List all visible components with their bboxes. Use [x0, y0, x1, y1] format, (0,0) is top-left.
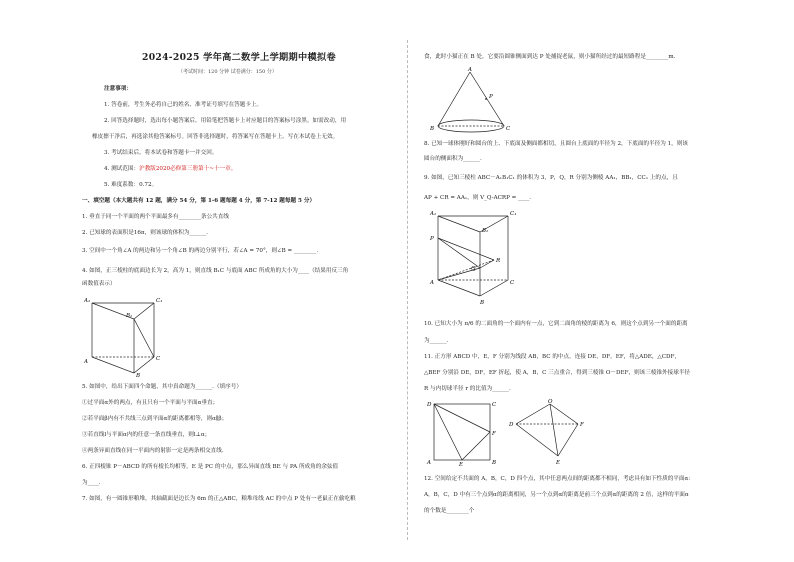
cone-label-A: A [468, 67, 472, 73]
sq-label-F: F [492, 431, 496, 437]
sq-label-C: C [492, 402, 497, 408]
tt-label-D: D [509, 422, 514, 428]
left-column [82, 0, 388, 562]
cone-figure [426, 66, 516, 138]
question-5-opt3: ③若直线l与平面α内的任意一条直线垂直，则l⊥α； [82, 432, 211, 438]
question-4: 4. 如图，正三棱柱的底面边长为 2，高为 1，则直线 B₁C 与底面 ABC 所成角的大小为____（结果用反三角 [82, 268, 349, 274]
label-B: B [136, 373, 141, 377]
sq-label-E: E [459, 462, 464, 466]
p9-label-P: P [430, 236, 434, 242]
prism-figure [84, 295, 164, 377]
sq-label-B: B [492, 460, 497, 466]
cone-label-C: C [506, 126, 511, 132]
question-9: 9. 如图，已知三棱柱 ABC－A₁B₁C₁ 的体积为 3，P，Q，R 分别为侧棱 AA₁，BB₁，CC₁ 上的点，且 [424, 175, 678, 181]
question-6: 6. 正四棱锥 P－ABCD 的所有棱长均相等，E 是 PC 的中点，那么异面直线 BE 与 PA 所成角的余弦值 [82, 464, 339, 470]
cone-label-B: B [430, 126, 435, 132]
square-figure [426, 398, 498, 466]
question-7-cont: 食，此时小猫正在 B 处，它要沿圆锥侧面到达 P 处捕捉老鼠，则小猫所经过的最短路程是________m. [424, 54, 676, 60]
note-4-label: 4. 测试范围： [104, 166, 140, 172]
question-6b: 为____. [82, 480, 101, 486]
question-11: 11. 正方形 ABCD 中，E，F 分别为线段 AB，BC 的中点，连接 DE，DF，EF，将△ADE，△CDF， [424, 354, 680, 360]
p9-label-C1: C₁ [510, 211, 517, 217]
note-2: 2. 回答选择题时，选出每小题答案后，用铅笔把答题卡上对应题目的答案标号涂黑。如需改动，用 [104, 118, 347, 124]
sq-label-A: A [427, 460, 431, 466]
column-divider [407, 40, 408, 540]
prism9-figure [428, 208, 518, 308]
question-7: 7. 如图，有一圆锥形粮堆，其轴截面是边长为 6m 的正△ABC，粮堆母线 AC 的中点 P 处有一老鼠正在偷吃粮 [82, 496, 356, 502]
question-5-opt2: ②若平面β内有不共线三点到平面α的距离都相等，则α∥β； [82, 416, 228, 422]
point-P [485, 98, 487, 100]
question-12c: 的个数是________个 [424, 508, 475, 514]
p9-label-R: R [496, 258, 501, 264]
question-12b: A，B，C，D 中有三个点到α的距离相同，另一个点到α的距离是前三个点到α的距离的 2 倍，这样的平面α [424, 492, 689, 498]
p9-label-A: A [430, 280, 434, 286]
question-11b: △BEF 分别沿 DE，DF，EF 折起，使 A，B，C 三点重合，得到三棱锥 O－DEF，则该三棱锥外接球半径 [424, 370, 691, 376]
question-5-opt1: ①过平面α外的两点，有且只有一个平面与平面α垂直； [82, 400, 219, 406]
p9-label-B1: B₁ [482, 228, 489, 234]
notes-heading: 注意事项： [104, 86, 132, 92]
question-1: 1. 垂直于同一个平面的两个平面最多有________条公共直线 [82, 214, 229, 220]
exam-title: 2024-2025 学年高二数学上学期期中模拟卷 [142, 52, 336, 63]
question-5: 5. 如图中，给出下面四个命题，其中真命题为______.（填序号） [82, 384, 242, 390]
tt-label-O: O [548, 399, 553, 405]
question-10: 10. 已知大小为 π/6 的二面角的一个面内有一点，它到二面角的棱的距离为 6，则这个点到另一个面的距离 [424, 321, 688, 327]
label-C: C [156, 356, 161, 362]
question-8b: 圆台的侧面积为______. [424, 156, 482, 162]
tt-label-E: E [556, 460, 561, 466]
tt-label-F: F [580, 422, 584, 428]
p9-label-A1: A₁ [430, 211, 437, 217]
label-C1: C₁ [156, 298, 163, 304]
question-12: 12. 空间给定不共面的 A，B，C，D 四个点，其中任意两点间的距离都不相同，考虑具有如下性质的平面α： [424, 476, 694, 482]
question-8: 8. 已知一球体刚好和圆台的上、下底面及侧面都相切，且圆台上底面的半径为 2，下底面的半径为 1，则该 [424, 141, 688, 147]
sq-label-D: D [427, 402, 432, 408]
note-4-scope: 沪教版2020必修第三册第十~十一章。 [139, 166, 237, 172]
section1-heading: 一、填空题（本大题共有 12 题，满分 54 分，第 1-6 题每题 4 分，第 7-12 题每题 5 分） [82, 198, 316, 204]
question-5-opt4: ④两条异面直线在同一平面内的射影一定是两条相交直线. [82, 448, 224, 454]
question-4b: 函数值表示） [82, 281, 116, 287]
p9-label-B: B [480, 300, 485, 306]
question-11c: R 与内切球半径 r 的比值为______. [424, 386, 511, 392]
note-4 [104, 166, 236, 173]
label-B1: B₁ [126, 313, 133, 319]
right-column [424, 0, 736, 562]
exam-info: （考试时间：120 分钟 试卷满分：150 分） [178, 69, 277, 75]
label-A1: A₁ [84, 298, 91, 304]
question-9b: AP + CR = AA₁，则 V_Q-ACRP = ____. [424, 195, 532, 201]
question-2: 2. 已知球的表面积是16π，则该球的体积为______. [82, 230, 208, 236]
tetra-figure [508, 398, 586, 466]
p9-label-C: C [510, 280, 515, 286]
note-5: 5. 难度系数：0.72。 [104, 182, 158, 188]
question-3: 3. 空间中一个角∠A 的两边和另一个角∠B 的两边分别平行，若∠A = 70°，则∠B = ________. [82, 248, 319, 254]
label-A: A [84, 359, 88, 365]
note-3: 3. 考试结束后，将本试卷和答题卡一并交回。 [104, 150, 218, 156]
question-10b: 为______. [424, 338, 449, 344]
note-1: 1. 答卷前，考生务必将自己的姓名、准考证号填写在答题卡上。 [104, 102, 263, 108]
p9-label-Q: Q [471, 266, 476, 272]
note-2b: 橡皮擦干净后，再选涂其他答案标号。回答非选择题时，将答案写在答题卡上。写在本试卷上无效。 [92, 134, 339, 140]
cone-label-P: P [489, 94, 493, 100]
